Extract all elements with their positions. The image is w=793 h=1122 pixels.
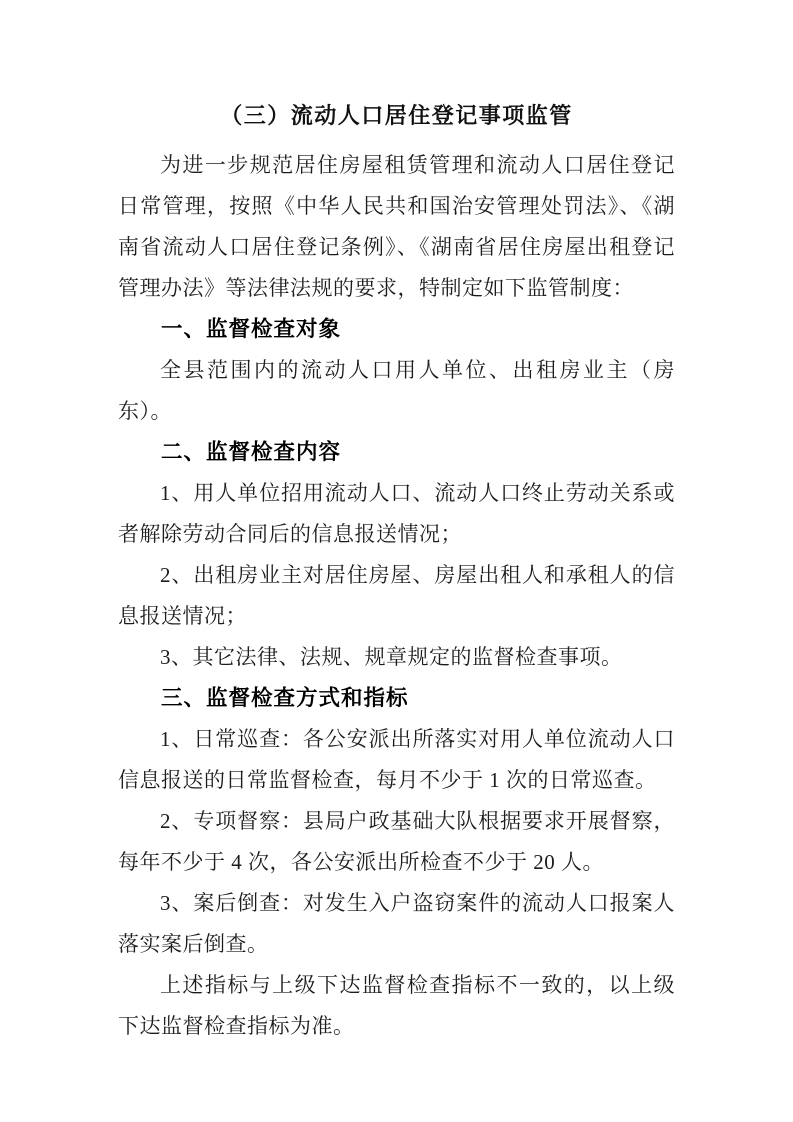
paragraph-method-item-3: 3、案后倒查：对发生入户盗窃案件的流动人口报案人落实案后倒查。: [118, 891, 675, 956]
paragraph-content-item-1: 1、用人单位招用流动人口、流动人口终止劳动关系或者解除劳动合同后的信息报送情况；: [118, 481, 675, 546]
paragraph-inspection-targets: 全县范围内的流动人口用人单位、出租房业主（房东）。: [118, 358, 675, 423]
paragraph-content-item-2: 2、出租房业主对居住房屋、房屋出租人和承租人的信息报送情况；: [118, 563, 675, 628]
paragraph-closing-note: 上述指标与上级下达监督检查指标不一致的，以上级下达监督检查指标为准。: [118, 973, 675, 1038]
document-title: （三）流动人口居住登记事项监管: [220, 103, 573, 128]
section-heading-inspection-targets: 一、监督检查对象: [161, 317, 342, 341]
section-heading-inspection-content: 二、监督检查内容: [161, 440, 342, 464]
paragraph-content-item-3: 3、其它法律、法规、规章规定的监督检查事项。: [160, 645, 623, 669]
paragraph-method-item-1: 1、日常巡查：各公安派出所落实对用人单位流动人口信息报送的日常监督检查，每月不少于 1 次的日常巡查。: [118, 727, 675, 792]
intro-paragraph: 为进一步规范居住房屋租赁管理和流动人口居住登记日常管理，按照《中华人民共和国治安管理处罚法》、《湖南省流动人口居住登记条例》、《湖南省居住房屋出租登记管理办法》等法律法规的要求，特制定如下监管制度：: [118, 153, 675, 300]
section-heading-inspection-methods: 三、监督检查方式和指标: [161, 686, 409, 710]
paragraph-method-item-2: 2、专项督察：县局户政基础大队根据要求开展督察，每年不少于 4 次，各公安派出所检查不少于 20 人。: [118, 809, 675, 874]
